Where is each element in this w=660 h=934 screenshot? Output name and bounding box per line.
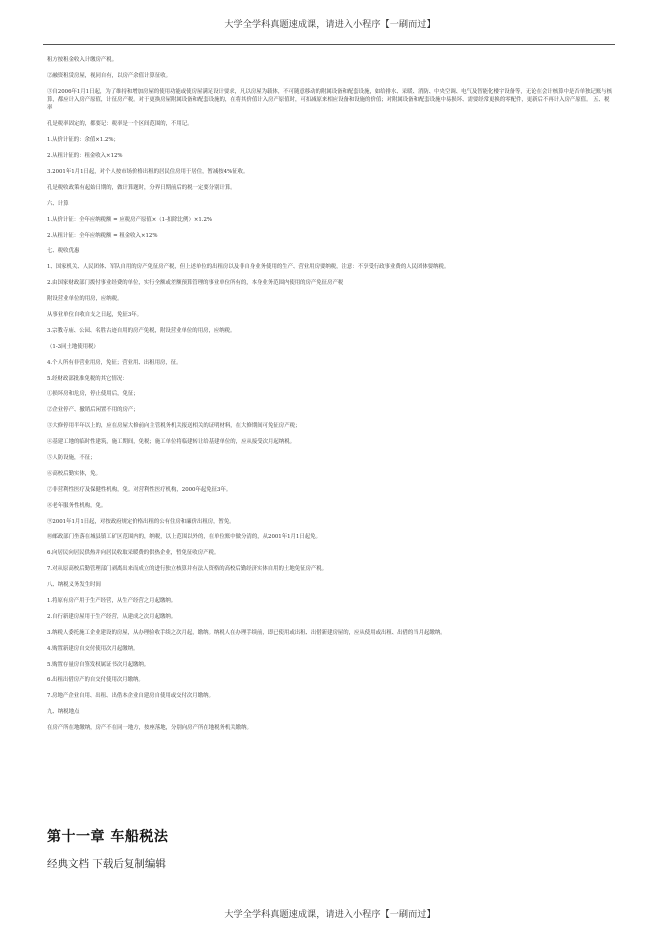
body-paragraph: 附设营业单位的用房，应纳税。: [47, 296, 123, 303]
body-paragraph: 六、计算: [47, 200, 69, 207]
body-paragraph: 孔是税收政策有起始日期的，做计算题时，分界日期前后的税一定要分别计算。: [47, 184, 236, 191]
page-footer: 大学全学科真题速成课，请进入小程序【一刷而过】: [224, 909, 436, 920]
body-paragraph: 7.房地产企业自用、出租、出借本企业自建房自使用或交付次月缴纳。: [47, 693, 214, 700]
body-paragraph: 3.2001年1月1日起，对个人按市场价格出租的居民住房用于居住，暂减按4%征收。: [47, 168, 249, 175]
body-paragraph: 2.由国家财政部门拨付事业经费的单位，实行全额或差额预算管理的事业单位所有的，本身业务范围内使用的房产免征房产税: [47, 280, 344, 287]
body-paragraph: ③大修停用半年以上的，应在房屋大修前向主管税务机关报送相关的证明材料，在大修期间可免征房产税；: [47, 423, 301, 430]
page-header: 大学全学科真题速成课，请进入小程序【一刷而过】: [224, 19, 436, 30]
body-paragraph: 3.纳税人委托施工企业建设的房屋，从办理验收手续之次月起，缴纳。纳税人在办理手续前，即已使用或出租、出借新建房屋的，应从使用或出租、出借的当月起缴纳。: [47, 629, 446, 636]
document-body: [47, 56, 613, 740]
chapter-title: 第十一章 车船税法: [47, 829, 169, 845]
body-paragraph: 3.宗教寺庙、公园、名胜古迹自用的房产免税，附设营业单位的用房，应纳税。: [47, 327, 236, 334]
body-paragraph: ①损坏房和危房，停止使用后，免征；: [47, 391, 139, 398]
body-paragraph: ②融资租赁房屋，视同自有，以房产余值计算征收。: [47, 72, 171, 79]
body-paragraph: 租方按租金收入计缴房产税。: [47, 57, 118, 63]
body-paragraph: ⑧老年服务性机构，免。: [47, 502, 107, 509]
document-note: 经典文档 下载后复制编辑: [47, 858, 166, 870]
body-paragraph: ⑥高校后勤实体，免。: [47, 470, 101, 477]
body-paragraph: （1-3同土地使用税）: [47, 343, 99, 350]
body-paragraph: ⑤人防设施，不征；: [47, 454, 96, 461]
body-paragraph: 1、国家机关、人民团体、军队自用的房产免征房产税，但上述单位的出租房以及非自身业务使用的生产、营业用房要纳税，注意：不享受行政事业费的人民团体要纳税。: [47, 264, 450, 271]
body-paragraph: 1.将原有房产用于生产经营，从生产经营之月起缴纳。: [47, 597, 177, 604]
body-paragraph: ⑩邮政部门坐落在城县镇工矿区范围内的，纳税，以上范围以外的，在单位账中做分清的，从2001年1月1日起免。: [47, 534, 321, 541]
body-paragraph: 在房产所在地缴纳，房产不在同一地方，按座落地，分别向房产所在地税务机关缴纳。: [47, 725, 252, 732]
body-paragraph: 2.从租计征：全年应纳税额 = 租金收入×12%: [47, 232, 158, 239]
body-paragraph: 从事业单位自收自支之日起，免征3年。: [47, 311, 143, 318]
body-paragraph: 5.购置存量房自签发权属证书次月起缴纳。: [47, 661, 150, 668]
body-paragraph: 八、纳税义务发生时间: [47, 582, 101, 589]
body-paragraph: 2.自行新建房屋用于生产经营，从建成之次月起缴纳。: [47, 613, 177, 620]
header-divider: [43, 44, 615, 45]
body-paragraph: ③自2006年1月1日起，为了维持和增加房屋的使用功能或使房屋满足设计要求，凡以房屋为载体，不可随意移动的附属设备和配套设施，如给排水、采暖、消防、中央空调、电气及智能化楼宇设备等，无论在会计核算中是否单独记账与核算，都应计入房产原值，计征房产税。对于更换房屋附属设备和配套设施的，在将其价值计入房产原值时，可扣减原来相应设备和设施的价值；对附属设备和配套设施中易损坏、需要经常更换的零配件，更新后不再计入房产原值。 五、税率: [47, 88, 613, 112]
body-paragraph: 1.从价计征的：余值×1.2%；: [47, 137, 119, 144]
body-paragraph: ⑨2001年1月1日起，对按政府规定价格出租的公有住房和廉价出租房，暂免。: [47, 518, 235, 525]
body-paragraph: 4.购置新建房自交付使用次月起缴纳。: [47, 645, 139, 652]
body-paragraph: 孔是税率固定的，都要记：税率是一个区间范围的，不用记。: [47, 121, 193, 128]
body-paragraph: 九、纳税地点: [47, 709, 80, 716]
body-paragraph: 七、税收优惠: [47, 248, 80, 255]
body-paragraph: 4.个人所有非营业用房，免征；营业用、出租用房，征。: [47, 359, 182, 366]
body-paragraph: 1.从价计征：全年应纳税额 = 应税房产原值×（1-扣除比例）×1.2%: [47, 216, 213, 223]
body-paragraph: 6.向居民向居民供热并向居民收取采暖费的供热企业，暂免征收房产税。: [47, 550, 220, 557]
body-paragraph: 5.经财政部批准免税的其它情况：: [47, 375, 128, 382]
body-paragraph: 2.从租计征的：租金收入×12%: [47, 153, 123, 160]
body-paragraph: ④基建工地的临时性建筑，施工期间，免税；施工单位将临建转让给基建单位的，应从接受次月起纳税。: [47, 439, 295, 446]
body-paragraph: ②企业停产、撤销后闲置不用的房产；: [47, 407, 139, 414]
body-paragraph: 6.出租出借房产的自交付使用次月缴纳。: [47, 677, 144, 684]
body-paragraph: ⑦非营利性医疗及保健性机构，免。对营利性医疗机构，2000年起免征3年。: [47, 486, 232, 493]
body-paragraph: 7.对从原高校后勤管理部门剥离出来而成立的进行独立核算并有法人资格的高校后勤经济实体自用的土地免征房产税。: [47, 566, 328, 573]
